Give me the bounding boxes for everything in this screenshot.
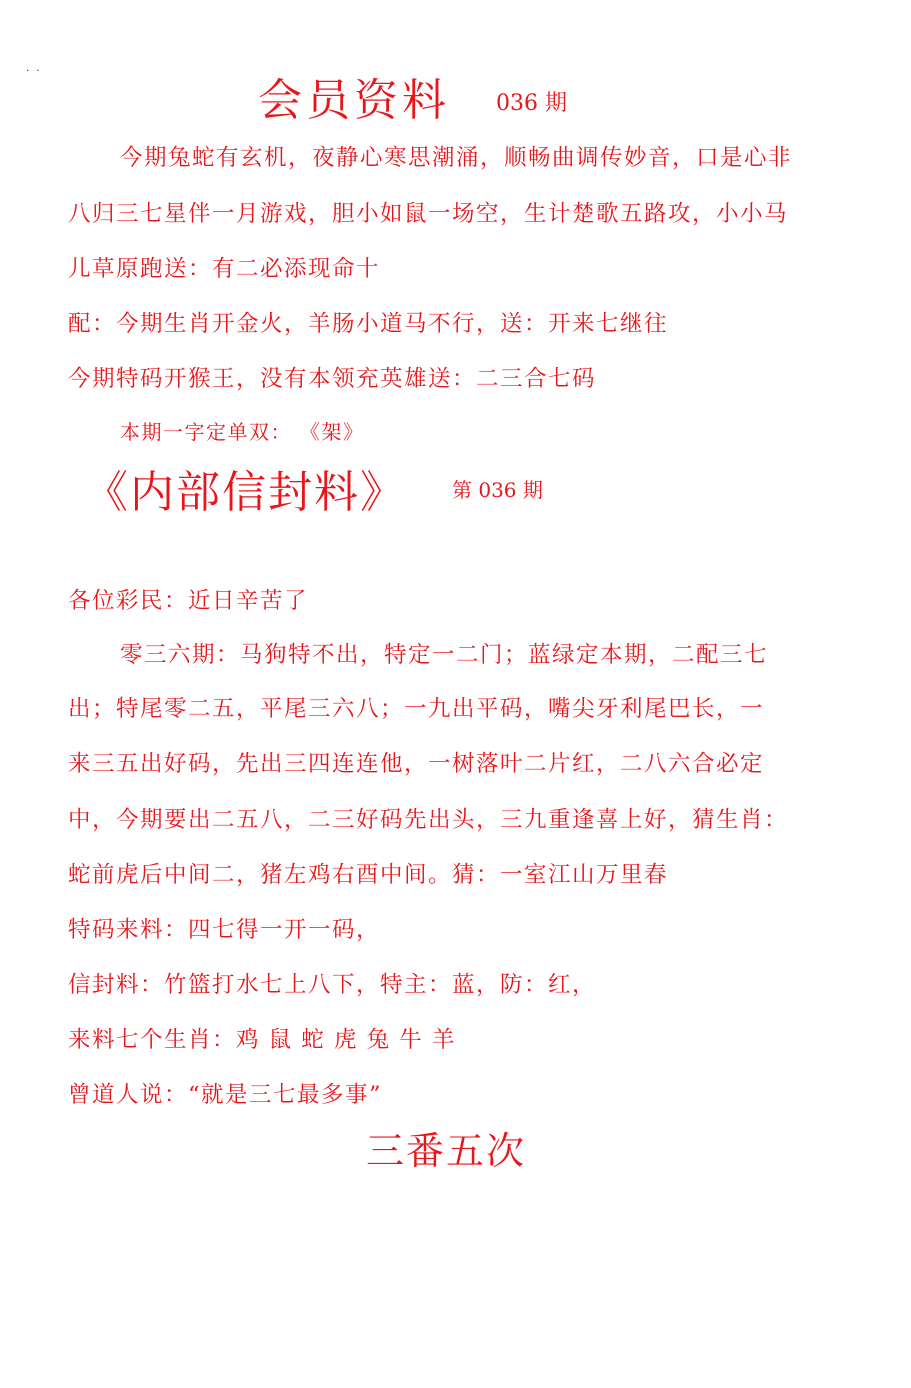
envelope-section-title: 《内部信封料》	[84, 467, 406, 518]
envelope-line: 来料七个生肖：鸡 鼠 蛇 虎 兔 牛 羊	[68, 1027, 456, 1053]
envelope-line: 零三六期：马狗特不出，特定一二门；蓝绿定本期，二配三七	[120, 642, 769, 668]
closing-phrase: 三番五次	[366, 1129, 527, 1173]
envelope-section-issue: 第 036 期	[452, 478, 543, 502]
envelope-line: 蛇前虎后中间二，猪左鸡右酉中间。猜：一室江山万里春	[68, 862, 669, 888]
member-line: 今期特码开猴王，没有本领充英雄送：二三合七码	[68, 366, 597, 392]
envelope-line: 中，今期要出二五八，二三好码先出头，三九重逢喜上好，猜生肖：	[68, 807, 789, 833]
member-line: 儿草原跑送：有二必添现命十	[68, 256, 381, 282]
envelope-line: 出；特尾零二五，平尾三六八；一九出平码，嘴尖牙利尾巴长，一	[68, 696, 765, 722]
member-line: 本期一字定单双： 《架》	[120, 420, 365, 444]
member-section-title: 会员资料	[258, 75, 450, 126]
member-line: 八归三七星伴一月游戏，胆小如鼠一场空，生计楚歌五路攻，小小马	[68, 201, 789, 227]
envelope-line: 特码来料：四七得一开一码，	[68, 917, 381, 943]
envelope-line: 信封料：竹篮打水七上八下，特主：蓝，防：红，	[68, 972, 597, 998]
envelope-line: 来三五出好码，先出三四连连他，一树落叶二片红，二八六合必定	[68, 751, 765, 777]
member-line: 今期兔蛇有玄机，夜静心寒思潮涌，顺畅曲调传妙音，口是心非	[120, 145, 793, 171]
envelope-line: 曾道人说：“就是三七最多事”	[68, 1082, 383, 1108]
scan-speck: · ·	[26, 66, 42, 77]
envelope-greeting: 各位彩民：近日辛苦了	[68, 588, 309, 614]
member-line: 配：今期生肖开金火，羊肠小道马不行，送：开来七继往	[68, 311, 669, 337]
member-section-issue: 036 期	[496, 91, 567, 116]
